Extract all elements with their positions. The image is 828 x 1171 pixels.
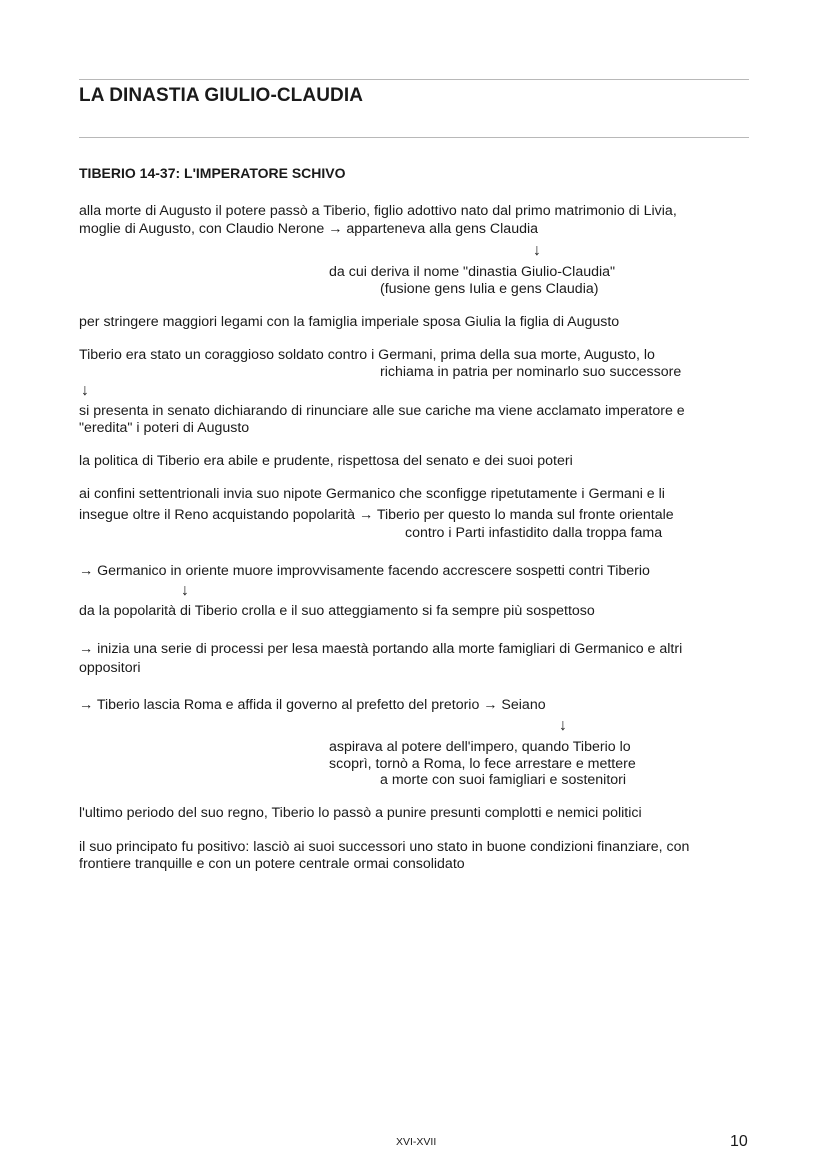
text-line: per stringere maggiori legami con la famiglia imperiale sposa Giulia la figlia di Augusto xyxy=(79,314,620,330)
text-line: a morte con suoi famigliari e sostenitori xyxy=(380,772,627,788)
page-number: 10 xyxy=(730,1133,748,1150)
footer-code: XVI-XVII xyxy=(396,1136,437,1148)
section-title: TIBERIO 14-37: L'IMPERATORE SCHIVO xyxy=(79,165,346,181)
text-line: da la popolarità di Tiberio crolla e il suo atteggiamento si fa sempre più sospettoso xyxy=(79,603,595,619)
text-line: frontiere tranquille e con un potere centrale ormai consolidato xyxy=(79,856,465,872)
text-line: moglie di Augusto, con Claudio Nerone → apparteneva alla gens Claudia xyxy=(79,221,539,237)
text-line: richiama in patria per nominarlo suo successore xyxy=(380,364,682,380)
page-title: LA DINASTIA GIULIO-CLAUDIA xyxy=(79,85,364,106)
text-line: l'ultimo periodo del suo regno, Tiberio lo passò a punire presunti complotti e nemici politici xyxy=(79,805,642,821)
text-line: si presenta in senato dichiarando di rinunciare alle sue cariche ma viene acclamato imperatore e xyxy=(79,403,685,419)
text-line: ai confini settentrionali invia suo nipote Germanico che sconfigge ripetutamente i Germani e li xyxy=(79,486,665,502)
top-rule xyxy=(79,79,749,80)
text-line: da cui deriva il nome "dinastia Giulio-Claudia" xyxy=(329,264,616,280)
text-line: → Tiberio lascia Roma e affida il governo al prefetto del pretorio → Seiano xyxy=(79,697,546,713)
text-line: (fusione gens Iulia e gens Claudia) xyxy=(380,281,599,297)
text-line: aspirava al potere dell'impero, quando Tiberio lo xyxy=(329,739,631,755)
down-arrow-icon: ↓ xyxy=(533,242,541,259)
text-line: la politica di Tiberio era abile e prudente, rispettosa del senato e dei suoi poteri xyxy=(79,453,573,469)
text-line: insegue oltre il Reno acquistando popolarità → Tiberio per questo lo manda sul fronte orientale xyxy=(79,507,674,523)
text-line: → Germanico in oriente muore improvvisamente facendo accrescere sospetti contri Tiberio xyxy=(79,563,650,579)
text-line: contro i Parti infastidito dalla troppa fama xyxy=(405,525,663,541)
text-line: alla morte di Augusto il potere passò a Tiberio, figlio adottivo nato dal primo matrimonio di Livia, xyxy=(79,203,677,219)
text-line: Tiberio era stato un coraggioso soldato contro i Germani, prima della sua morte, Augusto, lo xyxy=(79,347,655,363)
text-line: → inizia una serie di processi per lesa maestà portando alla morte famigliari di Germanico e altri xyxy=(79,641,683,657)
text-line: scoprì, tornò a Roma, lo fece arrestare e mettere xyxy=(329,756,636,772)
text-line: "eredita" i poteri di Augusto xyxy=(79,420,250,436)
title-rule xyxy=(79,137,749,138)
down-arrow-icon: ↓ xyxy=(559,717,567,734)
text-line: il suo principato fu positivo: lasciò ai suoi successori uno stato in buone condizioni finanziare, con xyxy=(79,839,690,855)
down-arrow-icon: ↓ xyxy=(81,382,89,399)
down-arrow-icon: ↓ xyxy=(181,582,189,599)
text-line: oppositori xyxy=(79,660,141,676)
